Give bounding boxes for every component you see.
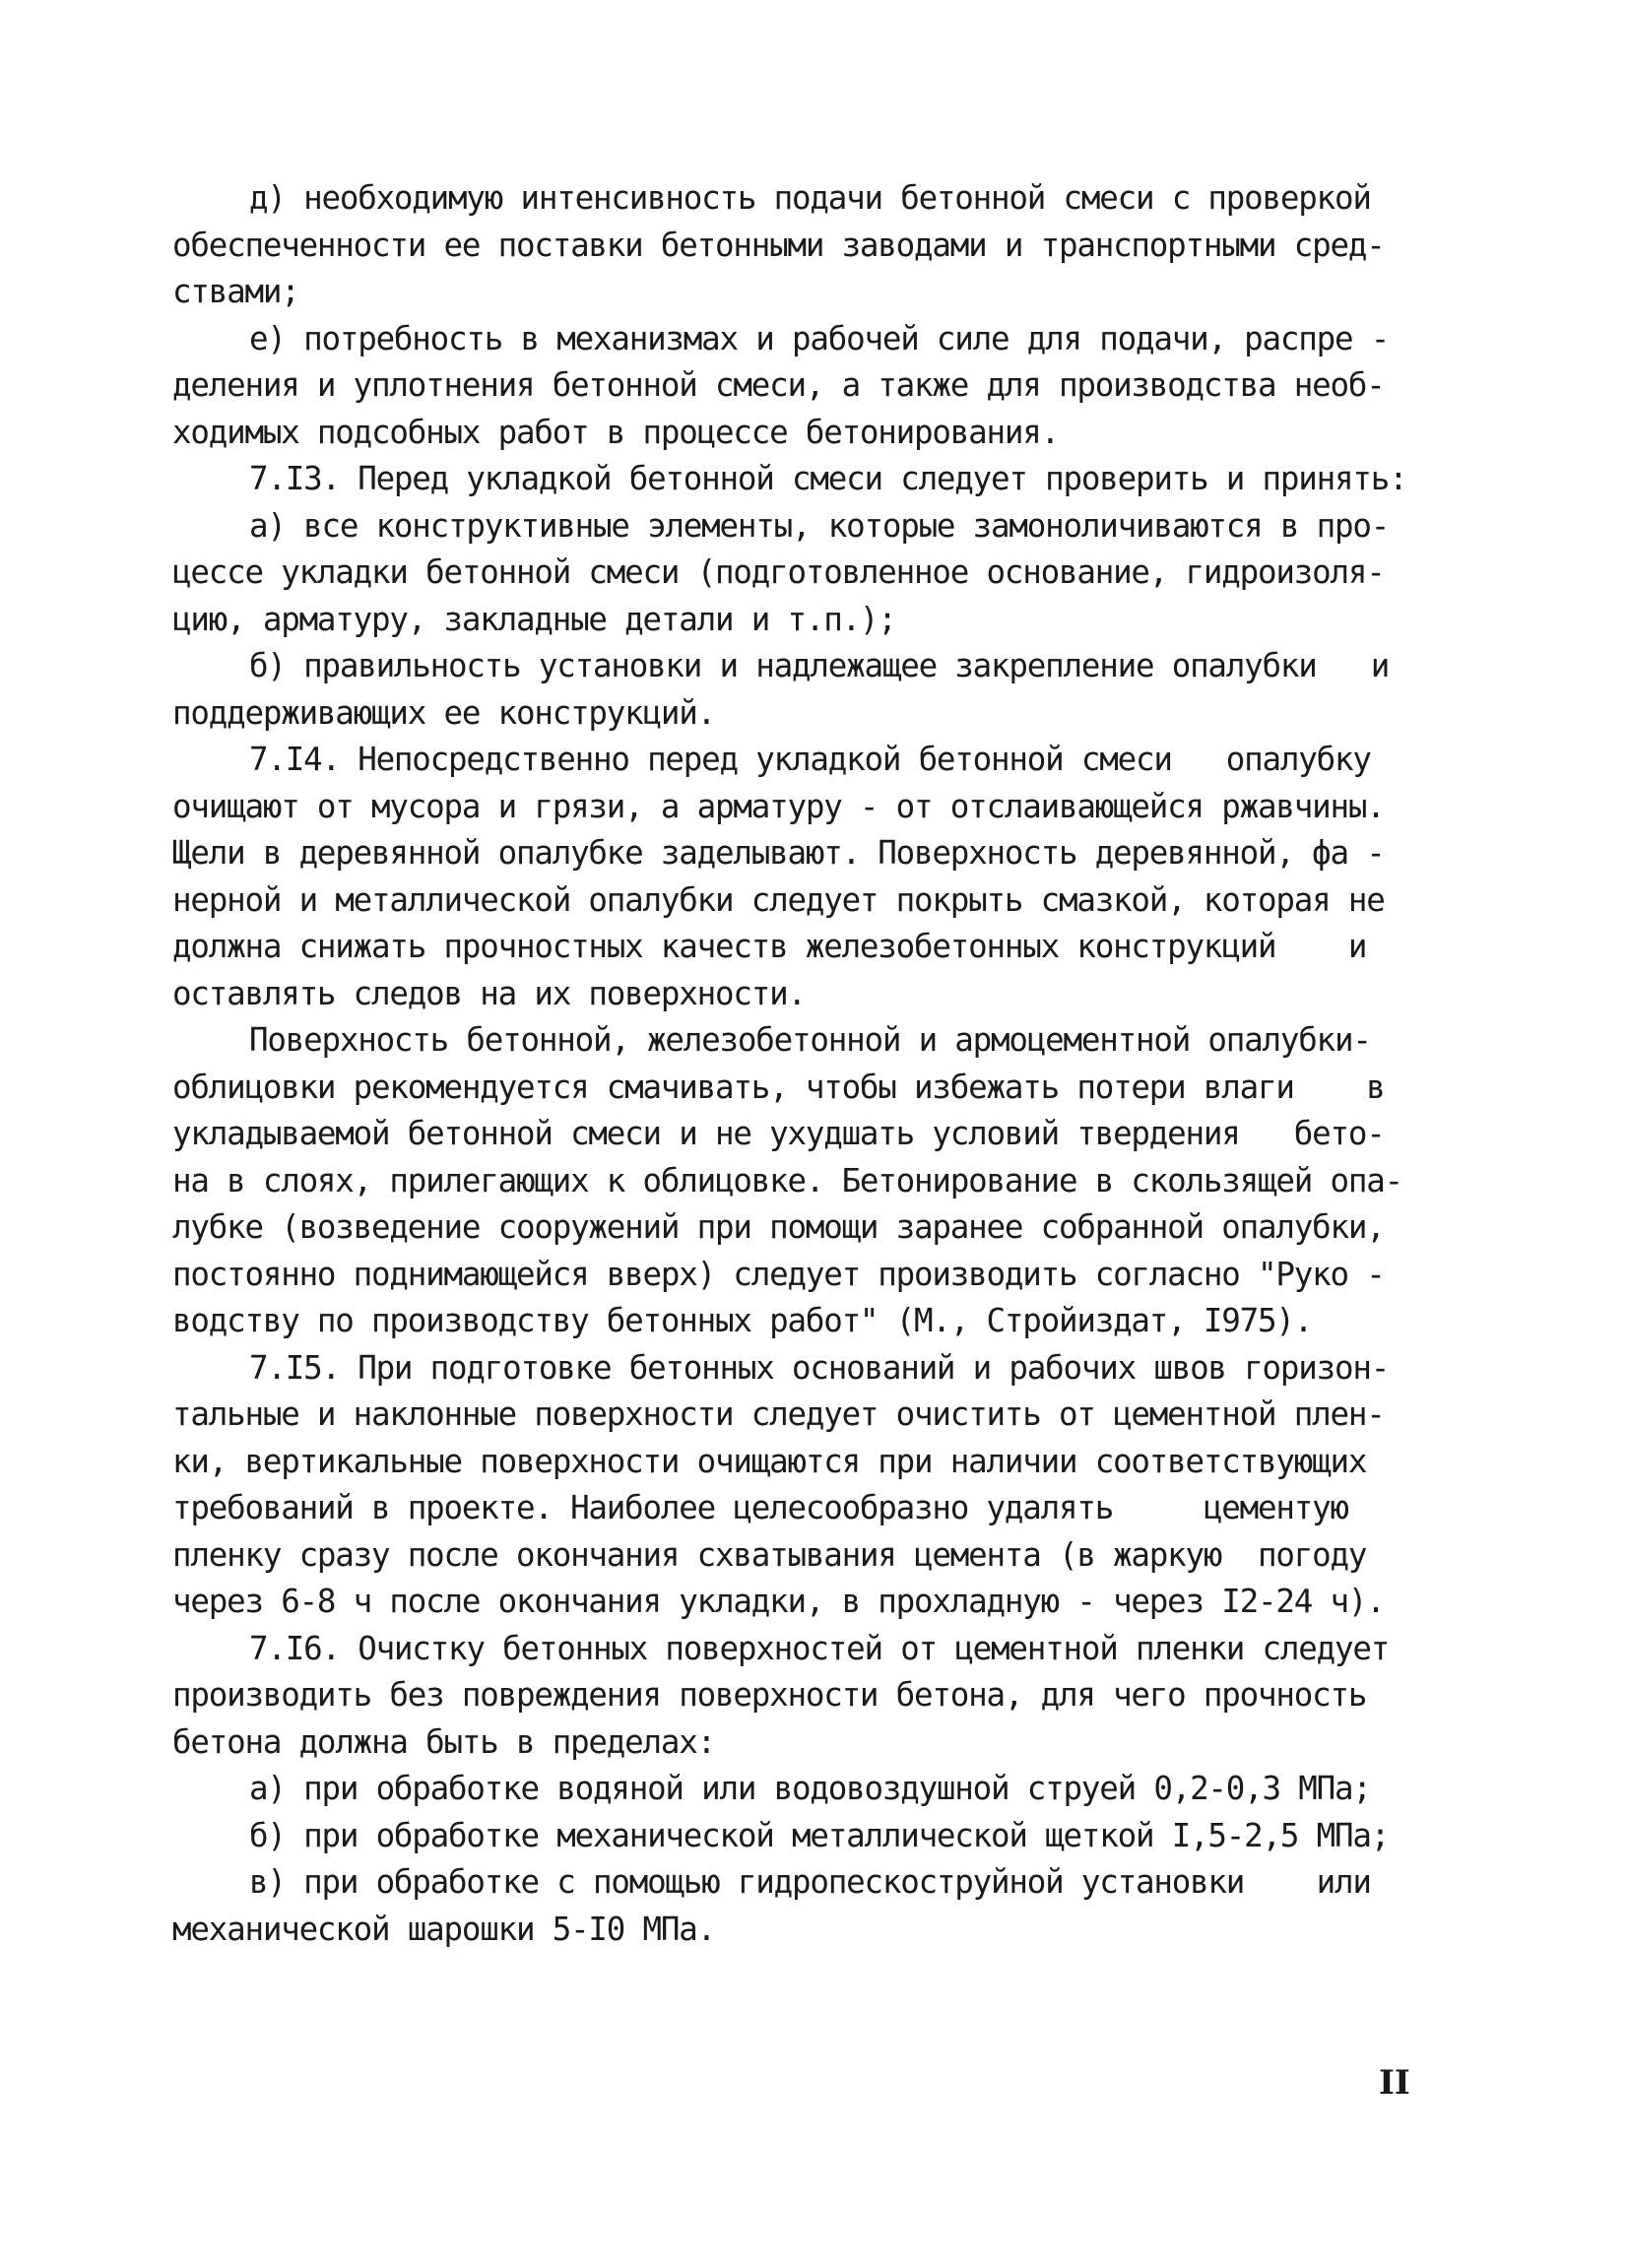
text-line: водству по производству бетонных работ" (М., Стройиздат, I975).: [172, 1302, 1313, 1339]
page-number: II: [1379, 2063, 1410, 2103]
text-line: б) при обработке механической металлической щеткой I,5-2,5 МПа;: [249, 1816, 1390, 1854]
text-line: 7.I5. При подготовке бетонных оснований и рабочих швов горизон-: [249, 1348, 1390, 1387]
text-line: цессе укладки бетонной смеси (подготовленное основание, гидроизоля-: [172, 553, 1385, 591]
text-line: 7.I6. Очистку бетонных поверхностей от цементной пленки следует: [249, 1629, 1390, 1667]
body-text: [172, 175, 1443, 1953]
text-line: укладываемой бетонной смеси и не ухудшать условий твердения бето-: [172, 1115, 1385, 1152]
text-line: а) при обработке водяной или водовоздушной струей 0,2-0,3 МПа;: [249, 1770, 1371, 1807]
text-line: должна снижать прочностных качеств железобетонных конструкций и: [172, 928, 1367, 965]
text-line: облицовки рекомендуется смачивать, чтобы избежать потери влаги в: [172, 1068, 1385, 1106]
text-line: е) потребность в механизмах и рабочей силе для подачи, распре -: [249, 319, 1390, 357]
text-line: Поверхность бетонной, железобетонной и армоцементной опалубки-: [249, 1021, 1371, 1059]
text-line: б) правильность установки и надлежащее закрепление опалубки и: [249, 647, 1390, 684]
text-line: бетона должна быть в пределах:: [172, 1722, 715, 1761]
text-line: механической шарошки 5-I0 МПа.: [172, 1910, 715, 1948]
text-line: 7.I4. Непосредственно перед укладкой бетонной смеси опалубку: [249, 741, 1371, 778]
text-line: поддерживающих ее конструкций.: [172, 693, 715, 732]
text-line: постоянно поднимающейся вверх) следует производить согласно "Руко -: [172, 1255, 1385, 1293]
text-line: через 6-8 ч после окончания укладки, в прохладную - через I2-24 ч).: [172, 1583, 1385, 1620]
text-line: очищают от мусора и грязи, а арматуру - от отслаивающейся ржавчины.: [172, 787, 1385, 825]
text-line: в) при обработке с помощью гидропескоструйной установки или: [249, 1863, 1371, 1901]
text-line: 7.I3. Перед укладкой бетонной смеси следует проверить и принять:: [249, 460, 1407, 497]
text-line: пленку сразу после окончания схватывания цемента (в жаркую погоду: [172, 1535, 1367, 1574]
text-line: на в слоях, прилегающих к облицовке. Бетонирование в скользящей опа-: [172, 1161, 1402, 1199]
text-line: деления и уплотнения бетонной смеси, а также для производства необ-: [172, 366, 1385, 404]
text-line: ки, вертикальные поверхности очищаются при наличии соответствующих: [172, 1442, 1367, 1480]
text-line: нерной и металлической опалубки следует покрыть смазкой, которая не: [172, 880, 1385, 919]
text-line: обеспеченности ее поставки бетонными заводами и транспортными сред-: [172, 226, 1385, 264]
text-line: лубке (возведение сооружений при помощи заранее собранной опалубки,: [172, 1208, 1385, 1246]
text-line: оставлять следов на их поверхности.: [172, 974, 806, 1012]
text-line: требований в проекте. Наиболее целесообразно удалять цементую: [172, 1489, 1348, 1526]
text-line: д) необходимую интенсивность подачи бетонной смеси с проверкой: [249, 179, 1371, 217]
text-line: ходимых подсобных работ в процессе бетонирования.: [172, 413, 1059, 451]
text-line: цию, арматуру, закладные детали и т.п.);: [172, 600, 896, 638]
text-line: ствами;: [172, 273, 299, 310]
text-line: производить без повреждения поверхности бетона, для чего прочность: [172, 1676, 1367, 1714]
text-line: тальные и наклонные поверхности следует очистить от цементной плен-: [172, 1395, 1385, 1433]
text-line: а) все конструктивные элементы, которые замоноличиваются в про-: [249, 506, 1390, 545]
text-line: Щели в деревянной опалубке заделывают. Поверхность деревянной, фа -: [172, 834, 1385, 872]
